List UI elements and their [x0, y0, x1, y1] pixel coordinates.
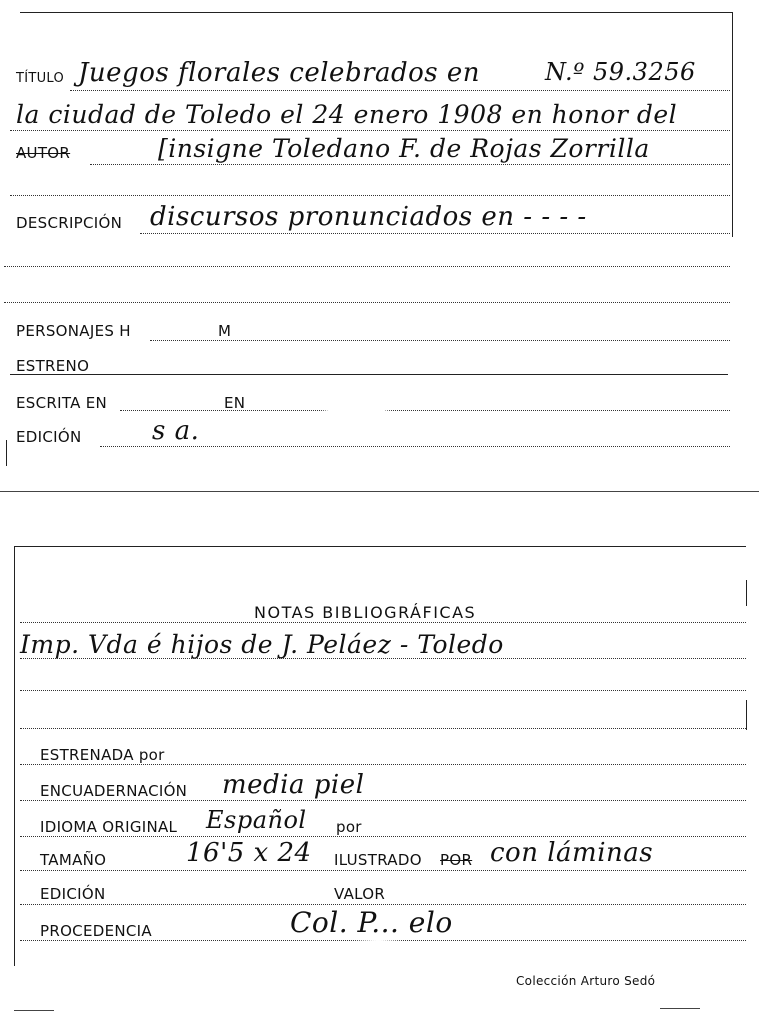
- escrita-en-label: EN: [224, 394, 246, 412]
- descripcion-label: DESCRIPCIÓN: [16, 214, 123, 232]
- ilustrado-por-struck: POR: [440, 851, 473, 869]
- escrita-label: ESCRITA EN: [16, 394, 108, 412]
- personajes-label: PERSONAJES H: [16, 322, 131, 340]
- ilustrado-label: ILUSTRADO: [334, 851, 422, 869]
- notas-heading-line: [20, 622, 746, 623]
- bottom-cut-line: [14, 1010, 54, 1011]
- edicion-value: s a.: [152, 416, 200, 446]
- card2-right-mark: [746, 580, 747, 606]
- ilustrado-value: con láminas: [490, 838, 654, 868]
- catalog-number: N.º 59.3256: [545, 58, 696, 86]
- edicion-label: EDICIÓN: [16, 428, 82, 446]
- titulo-value-line1: Juegos florales celebrados en: [78, 58, 481, 88]
- card2-top-edge: [14, 546, 746, 547]
- idioma-line: [20, 836, 746, 837]
- procedencia-label: PROCEDENCIA: [40, 922, 152, 940]
- autor-label: AUTOR: [16, 144, 71, 162]
- idioma-value: Español: [206, 806, 307, 834]
- edicion2-label: EDICIÓN: [40, 885, 106, 903]
- paper-blot-2: [350, 940, 406, 976]
- encuadernacion-line: [20, 800, 746, 801]
- notas-line-3: [20, 728, 746, 729]
- bottom-cut-line-right: [660, 1008, 700, 1009]
- card2-left-edge: [14, 546, 15, 966]
- notas-value: Imp. Vda é hijos de J. Peláez - Toledo: [20, 630, 504, 659]
- tamano-line: [20, 870, 746, 871]
- descripcion-value: discursos pronunciados en - - - -: [150, 202, 587, 232]
- notas-line-2: [20, 690, 746, 691]
- notas-heading: NOTAS BIBLIOGRÁFICAS: [254, 603, 477, 622]
- estrenada-line: [20, 764, 746, 765]
- estreno-label: ESTRENO: [16, 357, 90, 375]
- tamano-value: 16'5 x 24: [186, 838, 312, 868]
- idioma-por-label: por: [336, 818, 362, 836]
- tamano-label: TAMAÑO: [40, 851, 107, 869]
- encuadernacion-value: media piel: [222, 770, 365, 800]
- encuadernacion-label: ENCUADERNACIÓN: [40, 782, 188, 800]
- procedencia-value: Col. P... elo: [290, 906, 453, 939]
- titulo-value-line2: la ciudad de Toledo el 24 enero 1908 en honor del: [16, 100, 678, 129]
- valor-label: VALOR: [334, 885, 386, 903]
- titulo-label: TÍTULO: [16, 71, 65, 86]
- edicion2-line: [20, 904, 746, 905]
- collection-stamp: Colección Arturo Sedó: [516, 974, 656, 988]
- card2-right-mark-2: [746, 700, 747, 730]
- personajes-m-label: M: [218, 322, 232, 340]
- notas-line-1: [20, 658, 746, 659]
- idioma-label: IDIOMA ORIGINAL: [40, 818, 178, 836]
- estrenada-label: ESTRENADA por: [40, 746, 165, 764]
- autor-value: [insigne Toledano F. de Rojas Zorrilla: [158, 134, 650, 163]
